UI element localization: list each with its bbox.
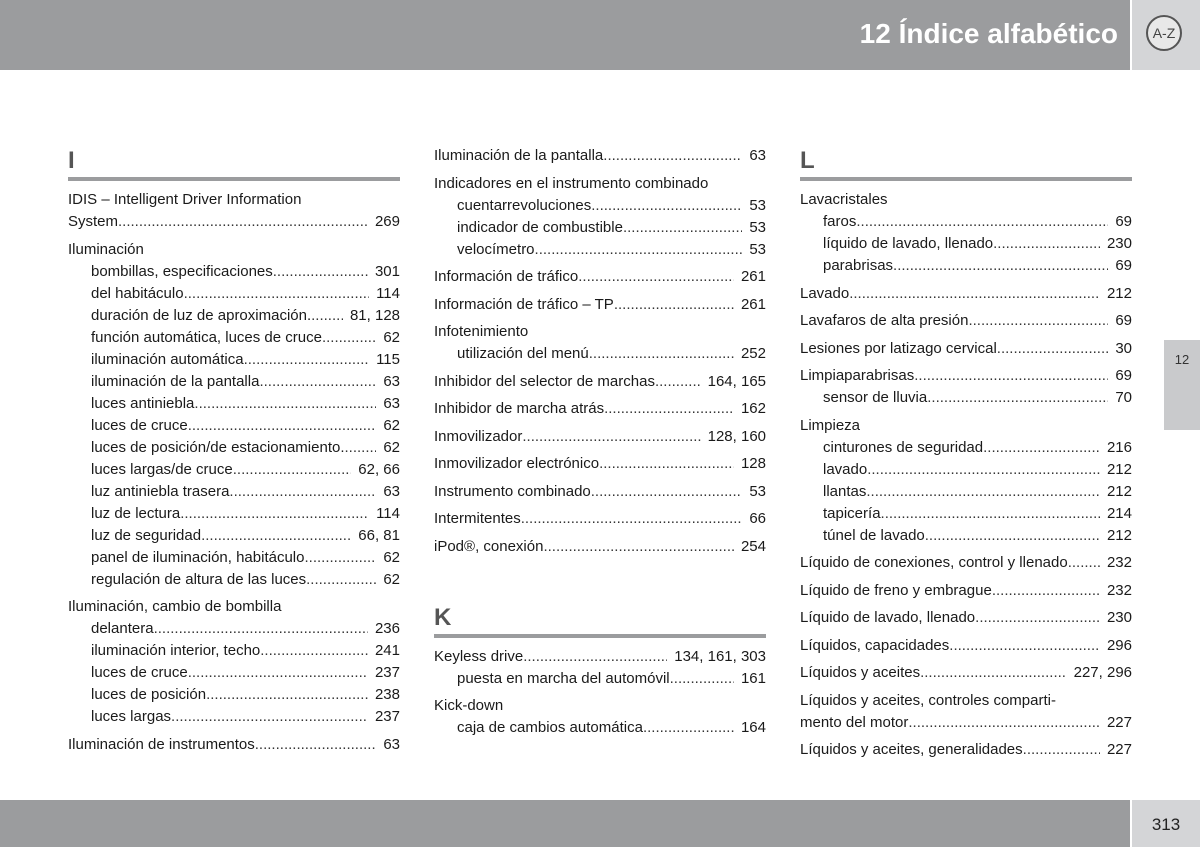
leader-dots	[614, 294, 734, 316]
page-number: 313	[1151, 815, 1181, 834]
leader-dots	[188, 415, 377, 437]
leader-dots	[925, 525, 1100, 547]
page-reference: 53	[749, 240, 766, 258]
page-number-tab	[1132, 800, 1200, 847]
page-reference: 114	[376, 284, 400, 302]
chapter-tab	[1132, 0, 1200, 70]
entry-term: lavado	[823, 460, 868, 478]
chapter-title: 12 Índice alfabético	[859, 18, 1118, 49]
leader-dots	[849, 283, 1100, 305]
entry-term: Indicadores en el instrumento combinado	[434, 174, 709, 192]
page-reference: 81, 128	[349, 306, 400, 324]
index-subentry	[800, 525, 1132, 547]
index-subentry	[68, 415, 400, 437]
leader-dots	[655, 371, 701, 393]
leader-dots	[206, 684, 368, 706]
page-reference: 261	[740, 268, 766, 285]
page-reference: 115	[376, 350, 400, 368]
page-reference: 212	[1106, 284, 1132, 302]
entry-term: tapicería	[823, 504, 881, 522]
leader-dots	[322, 327, 376, 349]
index-subentry	[434, 217, 766, 239]
entry-term: Líquido de conexiones, control y llenado	[800, 554, 1068, 571]
entry-term: Iluminación de instrumentos	[68, 735, 255, 753]
index-subentry	[68, 261, 400, 283]
entry-term: Lesiones por latizago cervical	[800, 339, 997, 357]
entry-term: Líquidos y aceites, controles comparti-	[800, 691, 1056, 709]
entry-term: parabrisas	[823, 257, 894, 274]
index-subentry	[68, 684, 400, 706]
page-reference: 62	[383, 416, 400, 434]
index-letter: I	[68, 147, 75, 174]
index-entry	[434, 536, 766, 558]
index-subentry	[68, 640, 400, 662]
index-subentry	[68, 437, 400, 459]
entry-term: Inmovilizador electrónico	[434, 455, 600, 472]
index-entry	[434, 173, 766, 195]
page-reference: 69	[1115, 213, 1132, 230]
page-reference: 236	[374, 620, 400, 637]
leader-dots	[311, 305, 343, 327]
leader-dots	[1023, 739, 1100, 761]
page-reference: 62, 66	[358, 460, 400, 478]
leader-dots	[893, 255, 1108, 277]
page-reference: 128	[740, 455, 766, 472]
index-subentry	[68, 393, 400, 415]
page-reference: 63	[749, 147, 766, 164]
entry-term: bombillas, especificaciones	[91, 262, 273, 280]
page-reference: 30	[1115, 339, 1132, 357]
index-subentry	[800, 211, 1132, 233]
entry-term: Inhibidor del selector de marchas	[434, 372, 655, 390]
entry-term: Líquidos, capacidades	[800, 636, 950, 654]
entry-term: mento del motor	[800, 713, 909, 731]
page-reference: 230	[1106, 609, 1132, 626]
index-letter: L	[800, 147, 815, 174]
leader-dots	[914, 365, 1108, 387]
letter-divider	[68, 177, 400, 181]
entry-term: túnel de lavado	[823, 526, 925, 544]
entry-term: luz antiniebla trasera	[91, 482, 230, 500]
index-entry	[800, 365, 1132, 387]
page-reference: 69	[1115, 312, 1132, 329]
index-subentry	[68, 503, 400, 525]
entry-term: Líquidos y aceites	[800, 664, 921, 681]
entry-term: luces de posición/de estacionamiento.	[91, 438, 345, 456]
entry-term: Limpieza	[800, 416, 861, 434]
page-reference: 134, 161, 303	[674, 647, 766, 665]
index-entry	[434, 646, 766, 668]
entry-term: Iluminación de la pantalla	[434, 147, 604, 164]
leader-dots	[670, 668, 734, 690]
header-bar	[0, 0, 1130, 70]
entry-term: Intermitentes	[434, 510, 521, 527]
index-subentry	[68, 481, 400, 503]
leader-dots	[180, 503, 369, 525]
entry-term: Lavacristales	[800, 191, 888, 208]
leader-dots	[867, 459, 1100, 481]
leader-dots	[194, 393, 376, 415]
letter-heading	[800, 145, 1132, 181]
page-reference: 254	[740, 537, 766, 555]
entry-term: iluminación automática	[91, 350, 244, 368]
page-reference: 53	[749, 482, 766, 500]
page-reference: 301	[374, 262, 400, 280]
index-entry	[800, 635, 1132, 657]
page-reference: 227	[1106, 741, 1132, 758]
leader-dots	[881, 503, 1100, 525]
leader-dots	[643, 717, 734, 739]
entry-term: Lavado	[800, 284, 850, 302]
leader-dots	[171, 706, 368, 728]
leader-dots	[591, 481, 743, 503]
index-column-1	[68, 145, 400, 756]
leader-dots	[229, 481, 376, 503]
leader-dots	[273, 261, 368, 283]
page-reference: 238	[374, 686, 400, 703]
index-subentry	[68, 371, 400, 393]
entry-term: Líquidos y aceites, generalidades	[800, 741, 1023, 758]
entry-term: Kick-down	[434, 697, 504, 714]
entry-term: luces largas	[91, 708, 172, 725]
leader-dots	[188, 662, 368, 684]
index-entry	[800, 739, 1132, 761]
leader-dots	[993, 233, 1100, 255]
entry-term: Líquido de freno y embrague	[800, 581, 992, 599]
page-reference: 212	[1106, 460, 1132, 478]
page-reference: 237	[374, 708, 400, 725]
index-subentry	[68, 327, 400, 349]
leader-dots	[866, 481, 1100, 503]
index-entry	[434, 145, 766, 167]
index-column-3	[800, 145, 1132, 761]
index-subentry	[434, 668, 766, 690]
leader-dots	[603, 145, 742, 167]
entry-term: Iluminación	[68, 240, 144, 258]
index-letter: K	[434, 603, 452, 631]
leader-dots	[920, 662, 1067, 684]
entry-term: del habitáculo	[91, 284, 184, 302]
entry-term: luces largas/de cruce	[91, 460, 233, 478]
entry-term: luces antiniebla	[91, 394, 195, 412]
entry-term: indicador de combustible	[457, 218, 623, 236]
leader-dots	[589, 343, 734, 365]
leader-dots	[968, 310, 1108, 332]
index-subentry	[800, 459, 1132, 481]
entry-term: luces de cruce	[91, 416, 188, 434]
page-reference: 212	[1106, 526, 1132, 544]
page-reference: 53	[749, 218, 766, 236]
index-subentry	[800, 255, 1132, 277]
leader-dots	[523, 646, 667, 668]
leader-dots	[535, 239, 743, 261]
entry-term: panel de iluminación, habitáculo	[91, 548, 305, 566]
page-reference: 62	[383, 570, 400, 588]
index-subentry	[800, 233, 1132, 255]
index-entry	[434, 695, 766, 717]
entry-term: Keyless drive	[434, 647, 524, 665]
index-entry	[434, 426, 766, 448]
entry-term: Inhibidor de marcha atrás	[434, 400, 605, 417]
page-reference: 70	[1115, 389, 1132, 406]
footer-bar	[0, 800, 1130, 847]
leader-dots	[184, 283, 370, 305]
page-reference: 296	[1106, 636, 1132, 654]
page-reference: 252	[740, 345, 766, 362]
index-subentry	[800, 503, 1132, 525]
entry-term: llantas	[823, 482, 867, 500]
entry-term: utilización del menú	[457, 345, 589, 362]
chapter-side-tab	[1164, 340, 1200, 430]
leader-dots	[927, 387, 1108, 409]
page-reference: 53	[749, 196, 766, 214]
page-reference: 227, 296	[1073, 664, 1132, 681]
entry-term: puesta en marcha del automóvil	[457, 669, 670, 687]
index-entry	[800, 415, 1132, 437]
leader-dots	[975, 607, 1100, 629]
entry-term: IDIS – Intelligent Driver Information	[68, 191, 302, 208]
entry-term: regulación de altura de las luces	[91, 570, 307, 588]
index-subentry	[68, 569, 400, 591]
entry-term: líquido de lavado, llenado	[823, 235, 994, 252]
index-entry	[434, 371, 766, 393]
entry-term: delantera	[91, 620, 154, 637]
index-subentry	[434, 717, 766, 739]
index-subentry	[68, 662, 400, 684]
entry-term: Instrumento combinado	[434, 482, 591, 500]
index-subentry	[68, 283, 400, 305]
index-subentry	[68, 706, 400, 728]
letter-divider	[434, 634, 766, 638]
leader-dots	[233, 459, 352, 481]
index-entry	[800, 283, 1132, 305]
index-entry	[434, 266, 766, 288]
entry-term: función automática, luces de cruce	[91, 328, 322, 346]
a-z-icon: A-Z	[1146, 15, 1182, 51]
entry-term: Inmovilizador	[434, 427, 523, 445]
index-entry	[434, 294, 766, 316]
leader-dots	[908, 712, 1100, 734]
page-reference: 232	[1106, 554, 1132, 571]
page-reference: 128, 160	[707, 427, 766, 445]
leader-dots	[599, 453, 734, 475]
index-subentry	[434, 343, 766, 365]
entry-term: cuentarrevoluciones	[457, 196, 592, 214]
index-entry	[68, 189, 400, 211]
entry-term: Limpiaparabrisas	[800, 367, 915, 384]
entry-term: Infotenimiento	[434, 323, 529, 340]
index-entry	[800, 310, 1132, 332]
page-reference: 230	[1106, 235, 1132, 252]
index-entry	[434, 398, 766, 420]
page-reference: 237	[374, 664, 400, 681]
page-reference: 62	[383, 438, 400, 456]
entry-term: iluminación interior, techo	[91, 642, 261, 659]
index-subentry	[68, 305, 400, 327]
index-subentry	[800, 387, 1132, 409]
leader-dots	[345, 437, 377, 459]
index-entry	[800, 189, 1132, 211]
leader-dots	[118, 211, 368, 233]
page-reference: 227	[1106, 713, 1132, 731]
index-entry	[800, 662, 1132, 684]
entry-term: Líquido de lavado, llenado	[800, 609, 976, 626]
leader-dots	[521, 508, 743, 530]
leader-dots	[543, 536, 734, 558]
page-reference: 63	[383, 394, 400, 412]
page-reference: 241	[374, 642, 400, 659]
page-reference: 62	[383, 328, 400, 346]
index-subentry	[68, 349, 400, 371]
leader-dots	[604, 398, 734, 420]
index-subentry	[68, 618, 400, 640]
entry-term: luces de posición	[91, 686, 207, 703]
letter-divider	[800, 177, 1132, 181]
page-reference: 161	[740, 669, 766, 687]
leader-dots	[623, 217, 742, 239]
leader-dots	[983, 437, 1100, 459]
entry-term: Información de tráfico	[434, 268, 579, 285]
index-entry	[68, 734, 400, 756]
leader-dots	[949, 635, 1100, 657]
leader-dots	[244, 349, 370, 371]
index-entry	[800, 690, 1132, 712]
index-entry	[434, 321, 766, 343]
chapter-number: 12	[1174, 352, 1190, 367]
leader-dots	[992, 580, 1100, 602]
entry-term: Lavafaros de alta presión	[800, 312, 969, 329]
index-subentry	[434, 239, 766, 261]
entry-term: Iluminación, cambio de bombilla	[68, 598, 282, 615]
index-entry	[800, 580, 1132, 602]
index-subentry	[68, 459, 400, 481]
leader-dots	[260, 640, 368, 662]
index-subentry	[68, 547, 400, 569]
entry-term: sensor de lluvia	[823, 389, 928, 406]
page-reference: 63	[383, 482, 400, 500]
entry-term: faros	[823, 213, 857, 230]
index-entry	[434, 481, 766, 503]
index-entry	[800, 607, 1132, 629]
entry-term: Información de tráfico – TP	[434, 295, 614, 313]
leader-dots	[201, 525, 351, 547]
index-entry	[68, 211, 400, 233]
entry-term: duración de luz de aproximación.	[91, 306, 312, 324]
page-reference: 269	[374, 213, 400, 230]
leader-dots	[1068, 552, 1100, 574]
page-reference: 66, 81	[358, 526, 400, 544]
entry-term: iluminación de la pantalla	[91, 372, 260, 390]
index-entry	[434, 508, 766, 530]
letter-heading	[68, 145, 400, 181]
page-reference: 63	[383, 735, 400, 753]
page-reference: 66	[749, 510, 766, 527]
leader-dots	[259, 371, 376, 393]
leader-dots	[255, 734, 377, 756]
leader-dots	[856, 211, 1108, 233]
entry-term: caja de cambios automática	[457, 719, 643, 736]
index-column-2	[434, 145, 766, 739]
entry-term: System	[68, 213, 119, 230]
index-entry	[68, 239, 400, 261]
page-reference: 212	[1106, 482, 1132, 500]
index-entry	[68, 596, 400, 618]
leader-dots	[578, 266, 734, 288]
page-reference: 114	[376, 504, 400, 522]
entry-term: iPod®, conexión	[434, 537, 544, 555]
index-entry	[800, 338, 1132, 360]
index-subentry	[434, 195, 766, 217]
index-subentry	[800, 481, 1132, 503]
entry-term: velocímetro	[457, 240, 535, 258]
leader-dots	[997, 338, 1109, 360]
index-entry	[800, 552, 1132, 574]
page-reference: 164, 165	[707, 372, 766, 390]
leader-dots	[591, 195, 742, 217]
page-reference: 63	[383, 372, 400, 390]
page-reference: 162	[740, 400, 766, 417]
page-reference: 69	[1115, 367, 1132, 384]
index-subentry	[68, 525, 400, 547]
index-entry	[800, 712, 1132, 734]
page-reference: 214	[1106, 504, 1132, 522]
letter-heading	[434, 602, 766, 638]
page-reference: 216	[1106, 438, 1132, 456]
index-subentry	[800, 437, 1132, 459]
page-reference: 232	[1106, 581, 1132, 599]
leader-dots	[304, 547, 376, 569]
page-reference: 69	[1115, 257, 1132, 274]
page-reference: 62	[383, 548, 400, 566]
index-entry	[434, 453, 766, 475]
entry-term: cinturones de seguridad	[823, 438, 984, 456]
entry-term: luz de lectura	[91, 504, 181, 522]
page-reference: 261	[740, 295, 766, 313]
entry-term: luces de cruce	[91, 664, 188, 681]
entry-term: luz de seguridad	[91, 526, 202, 544]
leader-dots	[154, 618, 368, 640]
leader-dots	[306, 569, 376, 591]
leader-dots	[522, 426, 700, 448]
page-reference: 164	[740, 719, 766, 736]
